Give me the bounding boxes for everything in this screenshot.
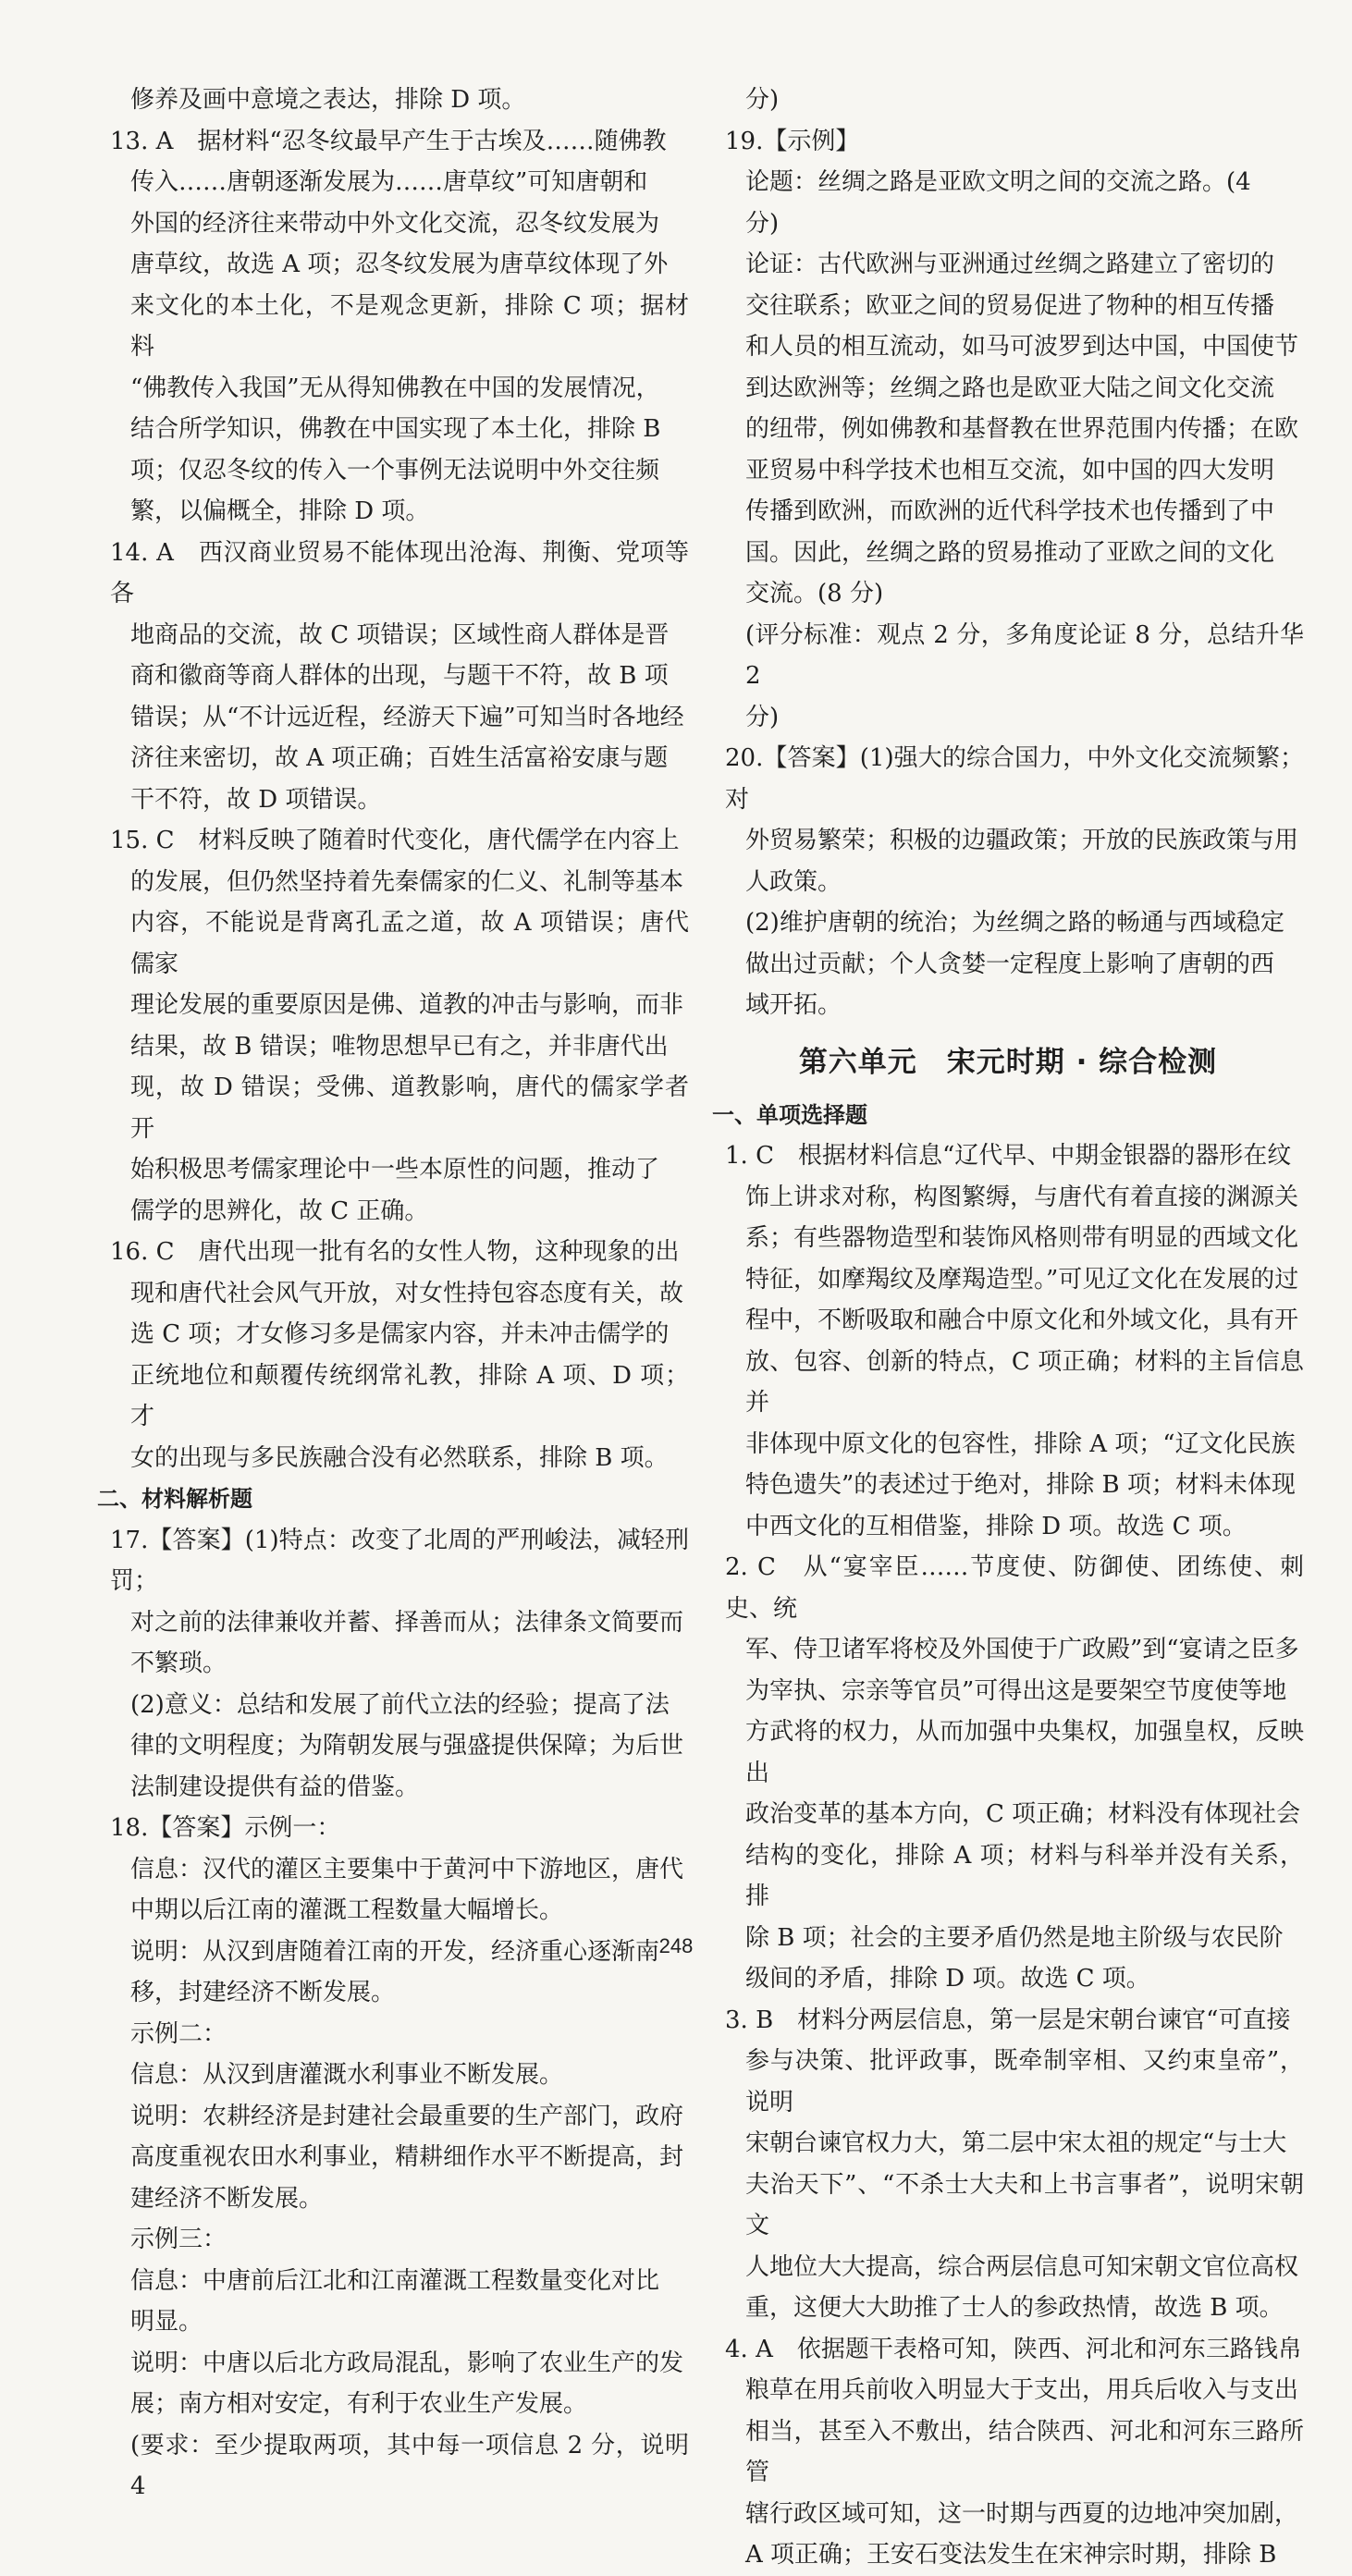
text-line: 唐草纹，故选 A 项；忍冬纹发展为唐草纹体现了外 (130, 251, 669, 278)
text-line: 理论发展的重要原因是佛、道教的冲击与影响，而非 (130, 991, 684, 1019)
text-line: “佛教传入我国”无从得知佛教在中国的发展情况， (130, 374, 660, 402)
section-heading: 一、单项选择题 (712, 1101, 867, 1128)
text-line: 和人员的相互流动，如马可波罗到达中国，中国使节 (745, 333, 1299, 361)
text-line: 特征，如摩羯纹及摩羯造型。”可见辽文化在发展的过 (745, 1265, 1299, 1294)
text-line: 外贸易繁荣；积极的边疆政策；开放的民族政策与用 (745, 827, 1299, 854)
text-line: 信息：从汉到唐灌溉水利事业不断发展。 (130, 2061, 564, 2089)
text-line: 方武将的权力，从而加强中央集权，加强皇权，反映出 (745, 1718, 1304, 1787)
text-line: 系；有些器物造型和装饰风格则带有明显的西域文化 (745, 1224, 1299, 1252)
text-line: 粮草在用兵前收入明显大于支出，用兵后收入与支出 (745, 2376, 1299, 2404)
text-line: 外国的经济往来带动中外文化交流，忍冬纹发展为 (130, 209, 660, 238)
text-line: 建经济不断发展。 (130, 2184, 324, 2213)
text-line: 说明：农耕经济是封建社会最重要的生产部门，政府 (130, 2102, 684, 2130)
answer-20 (712, 738, 1304, 1026)
text-line: 商和徽商等商人群体的出现，与题干不符，故 B 项 (130, 662, 669, 690)
text-line: 18.【答案】示例一： (110, 1814, 341, 1842)
text-line: 高度重视农田水利事业，精耕细作水平不断提高，封 (130, 2143, 684, 2171)
answer-19 (712, 121, 1304, 739)
text-line: 级间的矛盾，排除 D 项。故选 C 项。 (745, 1965, 1150, 1993)
text-line: 非体现中原文化的包容性，排除 A 项；“辽文化民族 (745, 1429, 1296, 1458)
text-line: 特色遗失”的表述过于绝对，排除 B 项；材料未体现 (745, 1471, 1296, 1499)
text-line: 展；南方相对安定，有利于农业生产发展。 (130, 2390, 588, 2418)
text-line: 内容，不能说是背离孔孟之道，故 A 项错误；唐代儒家 (130, 909, 689, 978)
text-line: 信息：汉代的灌区主要集中于黄河中下游地区，唐代 (130, 1855, 684, 1883)
text-line: 济往来密切，故 A 项正确；百姓生活富裕安康与题 (130, 744, 669, 772)
text-line: 人地位大大提高，综合两层信息可知宋朝文官位高权 (745, 2252, 1299, 2281)
text-line: 论题：丝绸之路是亚欧文明之间的交流之路。(4 (745, 168, 1251, 196)
text-line: 论证：古代欧洲与亚洲通过丝绸之路建立了密切的 (745, 251, 1275, 278)
answer-16 (97, 1232, 689, 1478)
text-line: 除 B 项；社会的主要矛盾仍然是地主阶级与农民阶 (745, 1923, 1284, 1952)
text-line: 现和唐代社会风气开放，对女性持包容态度有关，故 (130, 1279, 684, 1307)
text-line: 结合所学知识，佛教在中国实现了本土化，排除 B (130, 415, 661, 443)
answer-14 (97, 533, 689, 821)
text-line: 国。因此，丝绸之路的贸易推动了亚欧之间的文化 (745, 538, 1275, 567)
answer-3 (712, 2000, 1304, 2329)
text-line: 示例二： (130, 2019, 227, 2048)
text-line: 15. C 材料反映了随着时代变化，唐代儒学在内容上 (110, 827, 680, 854)
text-line: 中西文化的互相借鉴，排除 D 项。故选 C 项。 (745, 1512, 1247, 1540)
text-line: 不繁琐。 (130, 1650, 227, 1677)
text-line: 政治变革的基本方向，C 项正确；材料没有体现社会 (745, 1800, 1301, 1828)
answer-17 (97, 1520, 689, 1809)
page-number: 248 (658, 1934, 694, 1957)
text-line: 修养及画中意境之表达，排除 D 项。 (130, 86, 526, 114)
text-line: 选 C 项；才女修习多是儒家内容，并未冲击儒学的 (130, 1320, 670, 1348)
text-line: 军、侍卫诸军将校及外国使于广政殿”到“宴请之臣多 (745, 1636, 1299, 1663)
answer-18 (97, 1808, 689, 2508)
text-line: 明显。 (130, 2308, 203, 2336)
text-line: 的纽带，例如佛教和基督教在世界范围内传播；在欧 (745, 415, 1299, 443)
text-line: 始积极思考儒家理论中一些本原性的问题，推动了 (130, 1156, 660, 1184)
text-line: 14. A 西汉商业贸易不能体现出沧海、荆衡、党项等各 (110, 538, 689, 607)
answer-1 (712, 1135, 1304, 1547)
text-line: 法制建设提供有益的借鉴。 (130, 1773, 420, 1801)
answer-4 (712, 2329, 1304, 2576)
unit-title: 第六单元 宋元时期 · 综合检测 (798, 1045, 1218, 1079)
text-line: 3. B 材料分两层信息，第一层是宋朝台谏官“可直接 (725, 2006, 1291, 2034)
text-line: 宋朝台谏官权力大，第二层中宋太祖的规定“与士大 (745, 2129, 1287, 2157)
text-line: 分) (745, 209, 780, 238)
text-line: 重，这便大大助推了士人的参政热情，故选 B 项。 (745, 2294, 1284, 2322)
text-line: 地商品的交流，故 C 项错误；区域性商人群体是晋 (130, 620, 670, 649)
text-line: 交往联系；欧亚之间的贸易促进了物种的相互传播 (745, 291, 1275, 320)
text-line: 对之前的法律兼收并蓄、择善而从；法律条文简要而 (130, 1608, 684, 1637)
text-line: 中期以后江南的灌溉工程数量大幅增长。 (130, 1896, 564, 1924)
text-line: 说明：从汉到唐随着江南的开发，经济重心逐渐南 (130, 1937, 660, 1966)
text-line: 繁，以偏概全，排除 D 项。 (130, 497, 430, 525)
text-line: 现，故 D 错误；受佛、道教影响，唐代的儒家学者开 (130, 1073, 689, 1143)
text-line: 为宰执、宗亲等官员”可得出这是要架空节度使等地 (745, 1676, 1287, 1705)
answer-13 (97, 121, 689, 533)
answer-2 (712, 1547, 1304, 2000)
text-line: 2. C 从“宴宰臣……节度使、防御使、团练使、刺史、统 (725, 1553, 1304, 1623)
text-line: 分) (745, 86, 780, 114)
text-line: 项；仅忍冬纹的传入一个事例无法说明中外交往频 (130, 456, 660, 485)
text-line: 来文化的本土化，不是观念更新，排除 C 项；据材料 (130, 291, 689, 361)
text-line: 亚贸易中科学技术也相互交流，如中国的四大发明 (745, 456, 1275, 485)
text-line: 干不符，故 D 项错误。 (130, 785, 382, 814)
text-line: 儒学的思辨化，故 C 正确。 (130, 1196, 429, 1225)
text-line: (2)意义：总结和发展了前代立法的经验；提高了法 (130, 1690, 670, 1719)
text-line: 饰上讲求对称，构图繁缛，与唐代有着直接的渊源关 (745, 1183, 1299, 1211)
text-line: 到达欧洲等；丝绸之路也是欧亚大陆之间文化交流 (745, 374, 1275, 402)
text-line: 域开拓。 (745, 991, 842, 1019)
section-heading: 二、材料解析题 (97, 1486, 252, 1512)
text-line: 人政策。 (745, 867, 842, 896)
text-line: 20.【答案】(1)强大的综合国力，中外文化交流频繁；对 (725, 744, 1304, 814)
text-line: 放、包容、创新的特点，C 项正确；材料的主旨信息并 (745, 1347, 1304, 1417)
text-line: 说明：中唐以后北方政局混乱，影响了农业生产的发 (130, 2349, 684, 2377)
text-line: 4. A 依据题干表格可知，陕西、河北和河东三路钱帛 (725, 2335, 1302, 2363)
text-line: 女的出现与多民族融合没有必然联系，排除 B 项。 (130, 1443, 669, 1472)
left-column (97, 80, 689, 2508)
text-line: 传播到欧洲，而欧洲的近代科学技术也传播到了中 (745, 497, 1275, 525)
text-line: (2)维护唐朝的统治；为丝绸之路的畅通与西域稳定 (745, 909, 1284, 937)
text-line: 的发展，但仍然坚持着先秦儒家的仁义、礼制等基本 (130, 867, 684, 896)
text-line: 相当，甚至入不敷出，结合陕西、河北和河东三路所管 (745, 2417, 1304, 2486)
text-line: 分) (745, 703, 780, 731)
text-line: 1. C 根据材料信息“辽代早、中期金银器的器形在纹 (725, 1142, 1292, 1170)
text-line: 结构的变化，排除 A 项；材料与科举并没有关系，排 (745, 1841, 1304, 1910)
text-line: 17.【答案】(1)特点：改变了北周的严刑峻法，减轻刑罚； (110, 1526, 689, 1595)
text-line: 做出过贡献；个人贪婪一定程度上影响了唐朝的西 (745, 950, 1275, 978)
text-line: 13. A 据材料“忍冬纹最早产生于古埃及……随佛教 (110, 127, 667, 155)
text-line: 16. C 唐代出现一批有名的女性人物，这种现象的出 (110, 1238, 680, 1266)
text-line: 夫治天下”、“不杀士大夫和上书言事者”，说明宋朝文 (745, 2170, 1304, 2239)
text-line: 辖行政区域可知，这一时期与西夏的边地冲突加剧， (745, 2499, 1299, 2528)
text-line: 示例三： (130, 2226, 227, 2253)
text-line: 交流。(8 分) (745, 580, 884, 607)
text-line: A 项正确；王安石变法发生在宋神宗时期，排除 B (745, 2541, 1277, 2569)
text-line: 移，封建经济不断发展。 (130, 1979, 396, 2006)
text-line: 参与决策、批评政事，既牵制宰相、又约束皇帝”，说明 (745, 2047, 1304, 2116)
text-line: 律的文明程度；为隋朝发展与强盛提供保障；为后世 (130, 1732, 684, 1760)
right-column (712, 80, 1304, 2576)
text-line: 结果，故 B 错误；唯物思想早已有之，并非唐代出 (130, 1032, 669, 1061)
answer-15 (97, 820, 689, 1232)
text-line: (要求：至少提取两项，其中每一项信息 2 分，说明 4 (130, 2431, 689, 2500)
text-line: (评分标准：观点 2 分，多角度论证 8 分，总结升华 2 (745, 620, 1304, 690)
text-line: 信息：中唐前后江北和江南灌溉工程数量变化对比 (130, 2266, 660, 2295)
text-line: 传入……唐朝逐渐发展为……唐草纹”可知唐朝和 (130, 168, 648, 196)
text-line: 错误；从“不计远近程，经游天下遍”可知当时各地经 (130, 703, 684, 731)
text-line: 19.【示例】 (725, 127, 860, 155)
text-line: 程中，不断吸取和融合中原文化和外域文化，具有开 (745, 1306, 1299, 1334)
text-line: 正统地位和颠覆传统纲常礼教，排除 A 项、D 项；才 (130, 1361, 689, 1430)
